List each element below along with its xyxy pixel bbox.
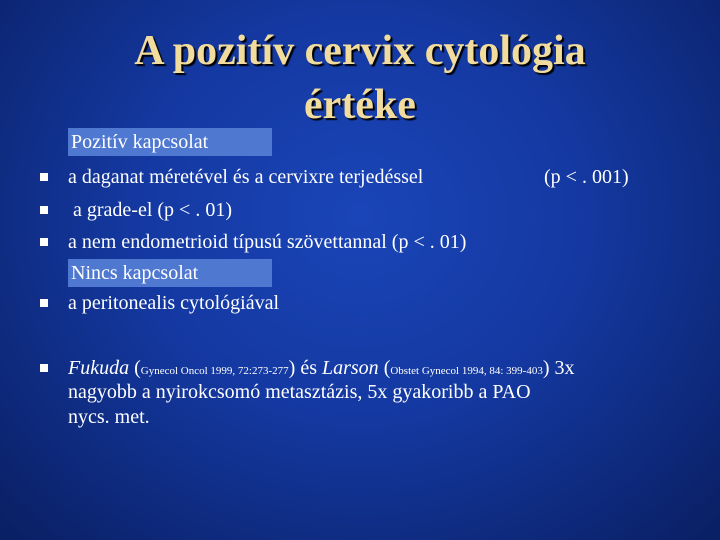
- paren-open: (: [129, 357, 141, 379]
- conjunction-text: és: [295, 357, 322, 379]
- positive-association-label: Pozitív kapcsolat: [68, 128, 272, 156]
- slide-title-line2: értéke: [304, 82, 416, 128]
- references-line2: nagyobb a nyirokcsomó metasztázis, 5x gyakoribb a PAO: [68, 381, 531, 403]
- bullet-item-grade: a grade-el (p < . 01): [68, 199, 232, 221]
- bullet-item-histology: a nem endometrioid típusú szövettannal (p < . 01): [68, 231, 467, 253]
- references-line3: nycs. met.: [68, 406, 150, 428]
- bullet-square-icon: [40, 238, 48, 246]
- author-fukuda: Fukuda: [68, 357, 130, 379]
- bullet-item-tumor-size-text: a daganat méretével és a cervixre terjedéssel: [68, 166, 424, 188]
- multiplier-text: 3x: [549, 357, 575, 379]
- slide-title-line1: A pozitív cervix cytológia: [134, 28, 586, 74]
- paren-open: (: [378, 357, 391, 379]
- slide-title: [0, 24, 720, 132]
- p-value-tumor-size: (p < . 001): [544, 166, 629, 188]
- paren-close: ): [542, 357, 550, 379]
- bullet-square-icon: [40, 299, 48, 307]
- bullet-square-icon: [40, 173, 48, 181]
- reference-larson: Obstet Gynecol 1994, 84: 399-403: [390, 365, 543, 377]
- author-larson: Larson: [321, 357, 379, 379]
- bullet-square-icon: [40, 364, 48, 372]
- paren-close: ): [288, 357, 296, 379]
- bullet-item-tumor-size: [68, 164, 423, 190]
- reference-fukuda: Gynecol Oncol 1999, 72:273-277: [140, 365, 289, 377]
- bullet-square-icon: [40, 206, 48, 214]
- bullet-item-peritoneal-cytology: a peritonealis cytológiával: [68, 292, 280, 314]
- no-association-label: Nincs kapcsolat: [68, 259, 272, 287]
